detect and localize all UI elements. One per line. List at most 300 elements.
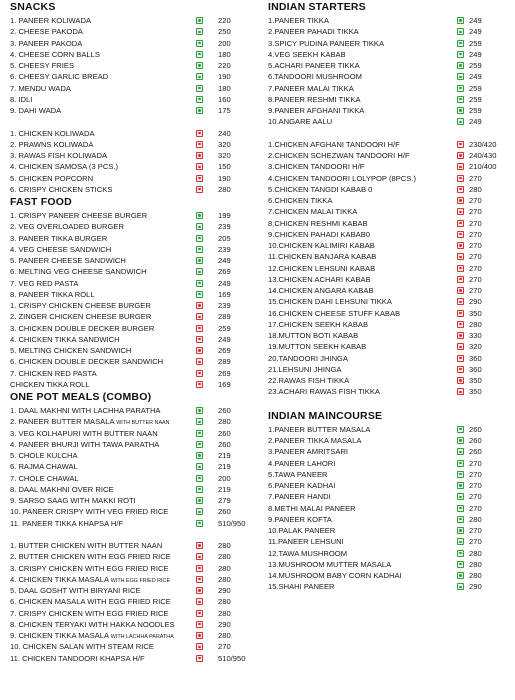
menu-item-title: 6.PANEER KADHAI [268, 481, 336, 490]
menu-item-title: 15.CHICKEN DAHI LEHSUNI TIKKA [268, 297, 392, 307]
menu-item-price: 270 [469, 481, 482, 490]
menu-item-price: 270 [469, 503, 482, 513]
menu-item [10, 518, 260, 529]
non-veg-indicator-icon [196, 152, 203, 159]
menu-item [10, 653, 260, 664]
menu-item [268, 435, 513, 446]
menu-item-title: 6. RAJMA CHAWAL [10, 462, 78, 472]
menu-item-price: 205 [218, 233, 231, 243]
veg-indicator-icon [196, 107, 203, 114]
menu-item-title: 5. PANEER CHEESE SANDWICH [10, 256, 126, 265]
menu-item-title: 11.CHICKEN BANJARA KABAB [268, 252, 377, 262]
menu-item-price: 190 [218, 72, 231, 82]
non-veg-indicator-icon [457, 355, 464, 362]
menu-item-price: 270 [469, 537, 482, 547]
menu-item-title: 1.PANEER BUTTER MASALA [268, 424, 371, 434]
veg-indicator-icon [457, 437, 464, 444]
menu-item-name [268, 559, 391, 570]
menu-item-title: 3. PANEER PAKODA [10, 38, 83, 48]
veg-indicator-icon [196, 475, 203, 482]
section-spacer [268, 398, 513, 409]
menu-item-title: 23.ACHARI RAWAS FISH TIKKA [268, 387, 380, 397]
menu-item [268, 26, 513, 37]
non-veg-indicator-icon [196, 347, 203, 354]
menu-item-title: 7. VEG RED PASTA [10, 278, 79, 288]
menu-item [10, 641, 260, 652]
menu-item [268, 514, 513, 525]
veg-indicator-icon [196, 520, 203, 527]
menu-item [268, 469, 513, 480]
menu-item [268, 341, 513, 352]
menu-item [10, 334, 260, 345]
menu-item-title: 4. CHICKEN SAMOSA (3 PCS.) [10, 162, 119, 172]
non-veg-indicator-icon [457, 141, 464, 148]
menu-item [268, 285, 513, 296]
menu-item [10, 461, 260, 472]
section-heading-snacks: SNACKS [10, 1, 56, 13]
menu-item-note: WITH BUTTER NAAN [116, 420, 170, 427]
menu-item-price: 249 [469, 16, 482, 25]
menu-item-title: 1. CHICKEN KOLIWADA [10, 128, 95, 138]
non-veg-indicator-icon [196, 336, 203, 343]
menu-item [10, 323, 260, 334]
menu-item-price: 259 [469, 38, 482, 48]
menu-item-price: 290 [218, 586, 231, 595]
menu-item-title: 1. CRISPY PANEER CHEESE BURGER [10, 211, 148, 220]
menu-item-title: 7. CHOLE CHAWAL [10, 473, 79, 483]
menu-item-title: 5. CHICKEN POPCORN [10, 173, 94, 183]
menu-item-price: 270 [469, 263, 482, 273]
menu-item-price: 350 [469, 308, 482, 318]
menu-item [10, 173, 260, 184]
menu-item [10, 266, 260, 277]
menu-item-price: 200 [218, 38, 231, 48]
menu-item [268, 353, 513, 364]
menu-item-price: 249 [469, 27, 482, 37]
menu-item [10, 289, 260, 300]
menu-item-price: 360 [469, 353, 482, 363]
menu-item [268, 251, 513, 262]
menu-item-title: 6. CHICKEN MASALA WITH EGG FRIED RICE [10, 597, 171, 607]
menu-item-title: 2. PRAWNS KOLIWADA [10, 139, 94, 149]
section-spacer [268, 128, 513, 139]
menu-item-title: 20.TANDOORI JHINGA [268, 353, 349, 363]
menu-item-title: 4. PANEER BHURJI WITH TAWA PARATHA [10, 439, 160, 449]
menu-item-price: 249 [469, 117, 482, 127]
menu-item-name [10, 563, 169, 574]
menu-item-price: 280 [218, 574, 231, 584]
menu-item-title: 8. IDLI [10, 94, 33, 104]
menu-item-name [10, 210, 147, 221]
menu-item-name [10, 551, 171, 562]
menu-item-price: 249 [218, 334, 231, 344]
menu-item [10, 300, 260, 311]
veg-indicator-icon [457, 118, 464, 125]
menu-item-name [10, 345, 131, 356]
menu-item-price: 175 [218, 106, 231, 115]
veg-indicator-icon [457, 572, 464, 579]
veg-indicator-icon [457, 51, 464, 58]
menu-item-title: 12.TAWA MUSHROOM [268, 548, 348, 558]
veg-indicator-icon [196, 51, 203, 58]
menu-item [268, 480, 513, 491]
menu-item-price: 260 [218, 406, 231, 415]
menu-item-price: 279 [218, 496, 231, 505]
menu-item-name [10, 139, 93, 150]
veg-indicator-icon [457, 482, 464, 489]
menu-item-title: 14.CHICKEN ANGARA KABAB [268, 286, 374, 295]
menu-item [10, 450, 260, 461]
menu-item-title: 3. CHICKEN DOUBLE DECKER BURGER [10, 323, 155, 333]
menu-item-name [268, 229, 370, 240]
menu-item-price: 320 [218, 139, 231, 149]
menu-item-name [10, 150, 107, 161]
veg-indicator-icon [457, 493, 464, 500]
menu-item-name [10, 356, 163, 367]
menu-item-title: 5.TAWA PANEER [268, 469, 328, 479]
menu-item-price: 289 [218, 357, 231, 367]
menu-item [10, 484, 260, 495]
menu-item [10, 596, 260, 607]
veg-indicator-icon [196, 246, 203, 253]
menu-item-title: 10.ANGARE AALU [268, 117, 333, 127]
menu-item-price: 219 [218, 462, 231, 472]
menu-item [10, 105, 260, 116]
menu-item [10, 356, 260, 367]
non-veg-indicator-icon [196, 302, 203, 309]
menu-item-title: 8.CHICKEN RESHMI KABAB [268, 218, 368, 228]
non-veg-indicator-icon [457, 298, 464, 305]
menu-item-title: 19.MUTTON SEEKH KABAB [268, 342, 367, 352]
menu-item [10, 495, 260, 506]
menu-item-name [268, 71, 362, 82]
menu-item-title: 4.VEG SEEKH KABAB [268, 49, 346, 59]
veg-indicator-icon [196, 96, 203, 103]
veg-indicator-icon [457, 17, 464, 24]
menu-item-title: 7. CHICKEN RED PASTA [10, 368, 97, 378]
menu-item [10, 128, 260, 139]
menu-item-price: 219 [218, 451, 231, 460]
veg-indicator-icon [196, 508, 203, 515]
veg-indicator-icon [457, 550, 464, 557]
menu-item [268, 263, 513, 274]
menu-item-title: 3.SPICY PUDINA PANEER TIKKA [268, 38, 385, 48]
menu-item-price: 290 [469, 582, 482, 592]
menu-item-title: 5. CHEESY FRIES [10, 61, 75, 70]
menu-item-title: 8. CHICKEN TERYAKI WITH HAKKA NOODLES [10, 619, 175, 629]
menu-item-name [10, 585, 141, 596]
menu-item-name [268, 570, 402, 581]
menu-item-title: 6. CRISPY CHICKEN STICKS [10, 184, 113, 194]
menu-item [268, 503, 513, 514]
veg-indicator-icon [457, 28, 464, 35]
veg-indicator-icon [457, 583, 464, 590]
menu-item-name [10, 300, 151, 311]
menu-item [268, 71, 513, 82]
menu-item-price: 230/420 [469, 139, 497, 149]
menu-item-title: 2.CHICKEN SCHEZWAN TANDOORI H/F [268, 151, 410, 160]
menu-item-name [268, 15, 329, 26]
menu-item-price: 239 [218, 222, 231, 232]
menu-item [10, 379, 260, 390]
menu-item-price: 510/950 [218, 653, 246, 663]
menu-item [268, 116, 513, 127]
menu-item-price: 350 [469, 387, 482, 397]
veg-indicator-icon [196, 452, 203, 459]
menu-item [268, 581, 513, 592]
veg-indicator-icon [196, 268, 203, 275]
menu-item-name [10, 641, 154, 652]
menu-item [268, 94, 513, 105]
menu-item-name [268, 26, 359, 37]
menu-item-price: 169 [218, 379, 231, 389]
veg-indicator-icon [196, 291, 203, 298]
section-spacer [10, 116, 260, 127]
menu-item-title: 9.PANEER KOFTA [268, 514, 332, 524]
menu-item [268, 105, 513, 116]
menu-item-price: 249 [469, 49, 482, 59]
menu-item-name [10, 244, 111, 255]
menu-item-name [10, 289, 95, 300]
menu-item-price: 270 [469, 229, 482, 239]
non-veg-indicator-icon [457, 208, 464, 215]
menu-item-name [10, 94, 32, 105]
menu-item-name [268, 139, 400, 150]
menu-item-title: 9. SARSO SAAG WITH MAKKI ROTI [10, 496, 136, 505]
non-veg-indicator-icon [457, 276, 464, 283]
menu-item-price: 280 [218, 552, 231, 562]
menu-item-name [268, 251, 376, 262]
menu-item-price: 260 [469, 424, 482, 434]
non-veg-indicator-icon [457, 321, 464, 328]
menu-item-price: 269 [218, 267, 231, 277]
menu-item-name [268, 353, 348, 364]
menu-item-title: 14.MUSHROOM BABY CORN KADHAI [268, 571, 402, 580]
veg-indicator-icon [457, 527, 464, 534]
menu-item-title: 7.PANEER MALAI TIKKA [268, 83, 354, 93]
non-veg-indicator-icon [457, 163, 464, 170]
menu-item [10, 150, 260, 161]
menu-item-name [10, 266, 147, 277]
menu-item-name [268, 581, 335, 592]
menu-item-title: 4. VEG CHEESE SANDWICH [10, 244, 112, 254]
veg-indicator-icon [457, 73, 464, 80]
menu-item-title: 2.PANEER PAHADI TIKKA [268, 27, 359, 37]
menu-item [10, 563, 260, 574]
menu-item-title: 6. MELTING VEG CHEESE SANDWICH [10, 267, 147, 277]
menu-item-title: 6.CHICKEN TIKKA [268, 196, 333, 205]
non-veg-indicator-icon [196, 370, 203, 377]
menu-item-price: 270 [469, 286, 482, 295]
menu-item-price: 270 [218, 642, 231, 652]
non-veg-indicator-icon [457, 388, 464, 395]
section-heading-fast-food: FAST FOOD [10, 196, 72, 208]
menu-item [268, 161, 513, 172]
menu-item-price: 260 [469, 447, 482, 457]
menu-column-right [268, 0, 513, 593]
menu-item-title: 21.LEHSUNI JHINGA [268, 364, 342, 374]
menu-item-name [268, 150, 410, 161]
menu-item [268, 150, 513, 161]
menu-item-price: 249 [218, 278, 231, 288]
menu-item-price: 240 [218, 128, 231, 138]
menu-item [268, 38, 513, 49]
veg-indicator-icon [457, 96, 464, 103]
veg-indicator-icon [457, 426, 464, 433]
non-veg-indicator-icon [196, 621, 203, 628]
menu-item [268, 491, 513, 502]
menu-item-title: 6. CHEESY GARLIC BREAD [10, 72, 109, 82]
menu-item [268, 308, 513, 319]
veg-indicator-icon [457, 448, 464, 455]
veg-indicator-icon [196, 28, 203, 35]
menu-item [10, 244, 260, 255]
menu-item-name [268, 458, 335, 469]
menu-item-price: 260 [218, 507, 231, 517]
menu-item-price: 270 [469, 492, 482, 502]
non-veg-indicator-icon [457, 310, 464, 317]
non-veg-indicator-icon [196, 565, 203, 572]
menu-item-price: 270 [469, 526, 482, 535]
non-veg-indicator-icon [196, 655, 203, 662]
non-veg-indicator-icon [196, 313, 203, 320]
non-veg-indicator-icon [196, 130, 203, 137]
menu-item-title: 1.PANEER TIKKA [268, 16, 329, 25]
menu-item-name [10, 311, 151, 322]
menu-item-name [10, 71, 108, 82]
menu-item-price: 360 [469, 364, 482, 374]
non-veg-indicator-icon [196, 643, 203, 650]
menu-item-name [10, 173, 93, 184]
menu-item-price: 239 [218, 301, 231, 310]
menu-item-price: 280 [469, 514, 482, 524]
menu-item-name [10, 368, 97, 379]
non-veg-indicator-icon [457, 287, 464, 294]
non-veg-indicator-icon [457, 242, 464, 249]
menu-item-price: 280 [469, 319, 482, 329]
veg-indicator-icon [457, 460, 464, 467]
non-veg-indicator-icon [196, 163, 203, 170]
menu-item-name [268, 49, 346, 60]
menu-item [10, 139, 260, 150]
non-veg-indicator-icon [457, 231, 464, 238]
menu-item-title: 17.CHICKEN SEEKH KABAB [268, 319, 369, 329]
menu-item-title: 4. CHEESE CORN BALLS [10, 49, 100, 59]
menu-item [268, 60, 513, 71]
menu-item-price: 160 [218, 94, 231, 104]
menu-item [268, 319, 513, 330]
menu-item-name [268, 218, 368, 229]
menu-item-name [268, 94, 361, 105]
menu-item [268, 364, 513, 375]
non-veg-indicator-icon [196, 186, 203, 193]
menu-item-price: 259 [218, 323, 231, 333]
menu-item [10, 60, 260, 71]
menu-item-price: 330 [469, 331, 482, 340]
menu-item-name [10, 518, 123, 529]
menu-item-price: 270 [469, 274, 482, 284]
menu-item-title: 9. DAHI WADA [10, 106, 62, 115]
veg-indicator-icon [457, 516, 464, 523]
menu-item-name [10, 255, 126, 266]
menu-item-name [268, 308, 400, 319]
menu-item-price: 289 [218, 312, 231, 322]
menu-item-title: 11. PANEER TIKKA KHAPSA H/F [10, 518, 124, 528]
menu-item-price: 220 [218, 61, 231, 70]
veg-indicator-icon [196, 235, 203, 242]
menu-item-name [268, 469, 328, 480]
menu-item-title: 7.PANEER HANDI [268, 492, 331, 502]
menu-item [10, 551, 260, 562]
non-veg-indicator-icon [196, 576, 203, 583]
menu-item-price: 240/430 [469, 151, 497, 160]
menu-item [268, 375, 513, 386]
menu-item-price: 249 [218, 256, 231, 265]
menu-item [268, 206, 513, 217]
non-veg-indicator-icon [196, 542, 203, 549]
menu-item [268, 458, 513, 469]
menu-item-price: 269 [218, 346, 231, 355]
menu-item-title: 3. CRISPY CHICKEN WITH EGG FRIED RICE [10, 563, 169, 573]
menu-item-name [10, 379, 90, 390]
menu-item [268, 330, 513, 341]
menu-item-title: 5. MELTING CHICKEN SANDWICH [10, 346, 132, 355]
menu-item-price: 270 [469, 196, 482, 205]
veg-indicator-icon [196, 441, 203, 448]
menu-item-title: 5. CHOLE KULCHA [10, 451, 78, 460]
menu-item-name [268, 206, 357, 217]
menu-item-name [10, 49, 100, 60]
menu-item-title: 11. CHICKEN TANDOORI KHAPSA H/F [10, 653, 145, 663]
non-veg-indicator-icon [196, 553, 203, 560]
menu-item-name [10, 60, 74, 71]
menu-item-title: 2.PANEER TIKKA MASALA [268, 436, 362, 445]
menu-item-name [268, 525, 335, 536]
veg-indicator-icon [196, 486, 203, 493]
menu-item-name [10, 15, 91, 26]
menu-item-price: 269 [218, 368, 231, 378]
menu-item-title: 22.RAWAS FISH TIKKA [268, 376, 350, 385]
menu-item-title: 9.CHICKEN PAHADI KABAB0 [268, 229, 370, 239]
menu-item-name [10, 38, 82, 49]
menu-item-title: 1. CRISPY CHICKEN CHEESE BURGER [10, 301, 151, 310]
menu-item-title: 1. BUTTER CHICKEN WITH BUTTER NAAN [10, 541, 163, 550]
menu-item-price: 260 [218, 439, 231, 449]
menu-item-name [10, 495, 136, 506]
menu-item-title: 4. CHICKEN TIKKA SANDWICH [10, 334, 120, 344]
menu-item-name [268, 491, 331, 502]
menu-item-name [268, 435, 361, 446]
veg-indicator-icon [457, 40, 464, 47]
menu-item [268, 139, 513, 150]
section-spacer [10, 529, 260, 540]
section-heading-indian-maincourse: INDIAN MAINCOURSE [268, 409, 383, 422]
menu-item [268, 195, 513, 206]
menu-item [268, 240, 513, 251]
menu-item-price: 220 [218, 16, 231, 25]
non-veg-indicator-icon [457, 253, 464, 260]
menu-item [268, 49, 513, 60]
menu-item-title: 12.CHICKEN LEHSUNI KABAB [268, 263, 376, 273]
veg-indicator-icon [457, 85, 464, 92]
menu-item-price: 260 [218, 428, 231, 438]
menu-item-title: 3. PANEER TIKKA BURGER [10, 233, 108, 243]
menu-item-price: 270 [469, 241, 482, 250]
menu-item-title: 3. VEG KOLHAPURI WITH BUTTER NAAN [10, 428, 158, 438]
menu-item-name [268, 548, 347, 559]
menu-item-name [268, 263, 375, 274]
menu-item-title: 3. RAWAS FISH KOLIWADA [10, 151, 108, 160]
